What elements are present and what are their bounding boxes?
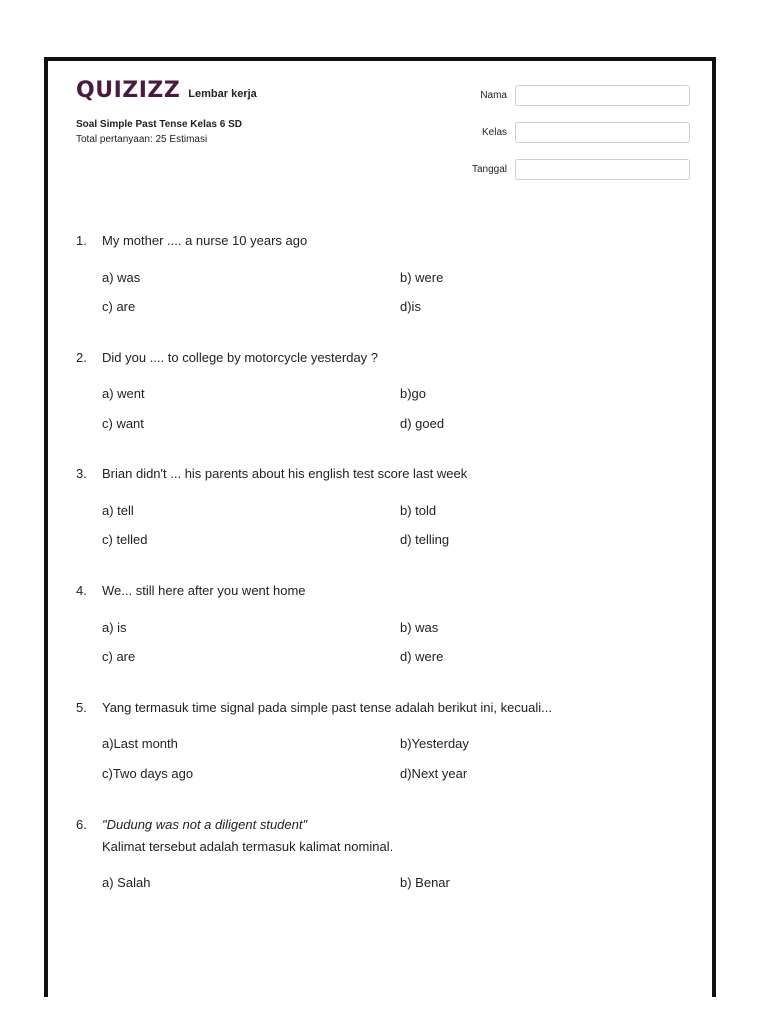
option-a: a) is xyxy=(102,620,127,635)
question-text: Did you .... to college by motorcycle yesterday ? xyxy=(102,350,379,365)
quizizz-logo xyxy=(76,78,257,103)
question-text: Yang termasuk time signal pada simple past tense adalah berikut ini, kecuali... xyxy=(102,700,552,715)
logo-wordmark: QUIZIZZ xyxy=(76,78,181,103)
option-d: d) goed xyxy=(400,416,445,431)
question-text: Kalimat tersebut adalah termasuk kalimat nominal. xyxy=(102,839,394,854)
option-c: c) are xyxy=(102,649,136,664)
option-b: b)go xyxy=(400,386,427,401)
option-b: b) was xyxy=(400,620,439,635)
class-field[interactable] xyxy=(515,122,690,143)
question-number: 5. xyxy=(76,700,87,715)
option-a: a) was xyxy=(102,270,141,285)
worksheet-title: Soal Simple Past Tense Kelas 6 SD xyxy=(76,119,242,130)
question-number: 6. xyxy=(76,817,87,832)
name-field[interactable] xyxy=(515,85,690,106)
option-a: a) tell xyxy=(102,503,134,518)
option-a: a) Salah xyxy=(102,875,151,890)
option-c: c) want xyxy=(102,416,144,431)
question-text: We... still here after you went home xyxy=(102,583,306,598)
question-quote: "Dudung was not a diligent student" xyxy=(102,817,308,832)
option-d: d) telling xyxy=(400,532,450,547)
option-b: b) told xyxy=(400,503,437,518)
option-a: a) went xyxy=(102,386,145,401)
option-b: b) Benar xyxy=(400,875,450,890)
option-b: b)Yesterday xyxy=(400,736,469,751)
worksheet-label: Lembar kerja xyxy=(188,88,257,100)
option-c: c)Two days ago xyxy=(102,766,194,781)
question-text: My mother .... a nurse 10 years ago xyxy=(102,233,308,248)
question-number: 3. xyxy=(76,466,87,481)
option-d: d)Next year xyxy=(400,766,468,781)
date-field[interactable] xyxy=(515,159,690,180)
question-number: 4. xyxy=(76,583,87,598)
question-number: 2. xyxy=(76,350,87,365)
class-label: Kelas xyxy=(481,127,507,138)
question-number: 1. xyxy=(76,233,87,248)
worksheet-frame xyxy=(44,57,716,997)
option-a: a)Last month xyxy=(102,736,178,751)
option-d: d)is xyxy=(400,299,421,314)
date-label: Tanggal xyxy=(471,164,507,175)
option-b: b) were xyxy=(400,270,444,285)
option-c: c) telled xyxy=(102,532,148,547)
question-text: Brian didn't ... his parents about his english test score last week xyxy=(102,466,468,481)
option-d: d) were xyxy=(400,649,444,664)
worksheet-meta: Total pertanyaan: 25 Estimasi xyxy=(76,134,208,145)
name-label: Nama xyxy=(480,90,507,101)
option-c: c) are xyxy=(102,299,136,314)
